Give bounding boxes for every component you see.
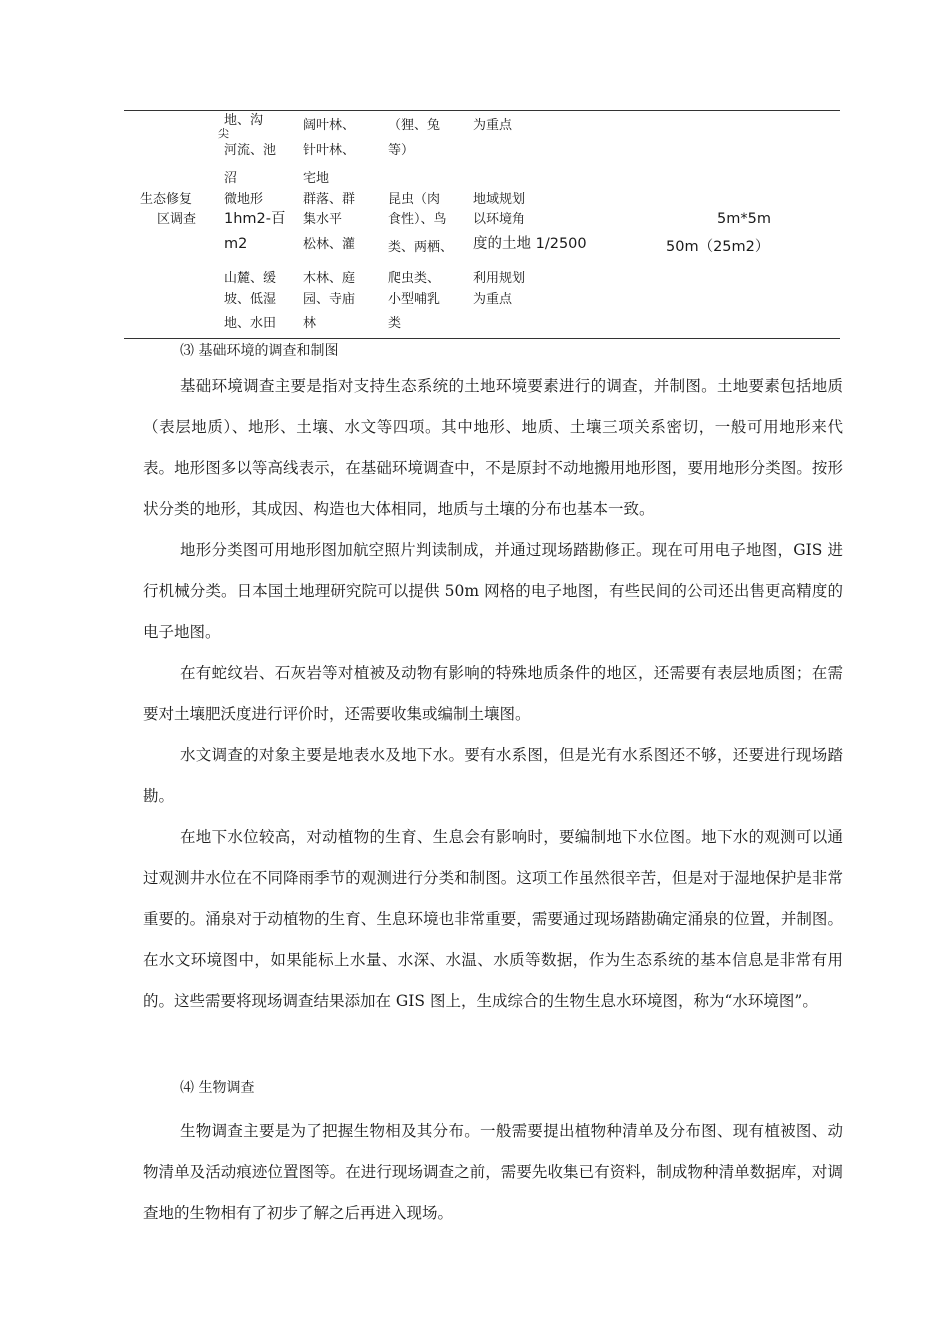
table-cell-plot-size: 5m*5m	[717, 211, 771, 227]
table-cell-animals: 类	[388, 316, 402, 331]
table-cell-animals: 类、两栖、	[388, 240, 454, 255]
table-cell-scale: m2	[224, 236, 248, 252]
table-cell-vegetation: 林	[303, 316, 317, 331]
table-cell-category-line1: 生态修复	[140, 192, 193, 207]
table-cell-animals: 小型哺乳	[388, 292, 441, 307]
table-cell-scale: 微地形	[224, 192, 264, 207]
table-cell-animals: 爬虫类、	[388, 271, 441, 286]
section-heading-4: ⑷ 生物调查	[180, 1080, 255, 1096]
paragraph: 在有蛇纹岩、石灰岩等对植被及动物有影响的特殊地质条件的地区，还需要有表层地质图；在需要对土壤肥沃度进行评价时，还需要收集或编制土壤图。	[143, 664, 843, 723]
table-cell-scale: 1hm2-百	[224, 211, 286, 227]
paragraph: 水文调查的对象主要是地表水及地下水。要有水系图，但是光有水系图还不够，还要进行现场踏勘。	[143, 746, 843, 805]
table-cell-vegetation: 阔叶林、	[303, 118, 356, 133]
paragraph: 在地下水位较高，对动植物的生育、生息会有影响时，要编制地下水位图。地下水的观测可以通过观测井水位在不同降雨季节的观测进行分类和制图。这项工作虽然很辛苦，但是对于湿地保护是非常重要的。涌泉对于动植物的生育、生息环境也非常重要，需要通过现场踏勘确定涌泉的位置，并制图。在水文环境图中，如果能标上水量、水深、水温、水质等数据，作为生态系统的基本信息是非常有用的。这些需要将现场调查结果添加在 GIS 图上，生成综合的生物生息水环境图，称为“水环境图”。	[143, 828, 843, 1010]
table-cell-vegetation: 针叶林、	[303, 143, 356, 158]
paragraph: 地形分类图可用地形图加航空照片判读制成，并通过现场踏勘修正。现在可用电子地图，GIS 进行机械分类。日本国土地理研究院可以提供 50m 网格的电子地图，有些民间的公司还出售更高精度的电子地图。	[143, 541, 843, 641]
table-cell-scale: 尖	[218, 127, 229, 140]
table-cell-purpose: 为重点	[473, 292, 513, 307]
table-cell-plot-size: 50m（25m2）	[666, 239, 770, 255]
table-cell-vegetation: 木林、庭	[303, 271, 356, 286]
paragraph: 生物调查主要是为了把握生物相及其分布。一般需要提出植物种清单及分布图、现有植被图、动物清单及活动痕迹位置图等。在进行现场调查之前，需要先收集已有资料，制成物种清单数据库，对调查地的生物相有了初步了解之后再进入现场。	[143, 1122, 843, 1222]
section-heading-3: ⑶ 基础环境的调查和制图	[180, 343, 339, 359]
table-cell-purpose: 地域规划	[473, 192, 526, 207]
table-cell-vegetation: 松林、灌	[303, 237, 356, 252]
table-cell-purpose: 以环境角	[473, 212, 526, 227]
paragraph: 基础环境调查主要是指对支持生态系统的土地环境要素进行的调查，并制图。土地要素包括地质（表层地质）、地形、土壤、水文等四项。其中地形、地质、土壤三项关系密切，一般可用地形来代表。地形图多以等高线表示，在基础环境调查中，不是原封不动地搬用地形图，要用地形分类图。按形状分类的地形，其成因、构造也大体相同，地质与土壤的分布也基本一致。	[143, 377, 843, 518]
table-top-rule	[124, 110, 840, 111]
table-cell-scale: 山麓、缓	[224, 271, 277, 286]
table-cell-purpose: 度的土地 1/2500	[473, 236, 587, 252]
table-cell-scale: 沼	[224, 171, 238, 186]
table-cell-vegetation: 宅地	[303, 171, 330, 186]
table-cell-animals: 食性）、鸟	[388, 212, 447, 227]
table-cell-purpose: 为重点	[473, 118, 513, 133]
table-cell-animals: 等）	[388, 143, 415, 158]
table-cell-category-line2: 区调查	[157, 212, 197, 227]
table-cell-scale: 地、水田	[224, 316, 277, 331]
table-cell-animals: 昆虫（肉	[388, 192, 441, 207]
table-cell-vegetation: 园、寺庙	[303, 292, 356, 307]
table-cell-vegetation: 集水平	[303, 212, 343, 227]
table-cell-scale: 坡、低湿	[224, 292, 277, 307]
table-cell-scale: 河流、池	[224, 143, 277, 158]
table-cell-animals: （狸、兔	[388, 118, 441, 133]
table-cell-scale: 地、沟	[224, 113, 264, 128]
table-cell-purpose: 利用规划	[473, 271, 526, 286]
table-cell-vegetation: 群落、群	[303, 192, 356, 207]
table-bottom-rule	[124, 338, 840, 339]
